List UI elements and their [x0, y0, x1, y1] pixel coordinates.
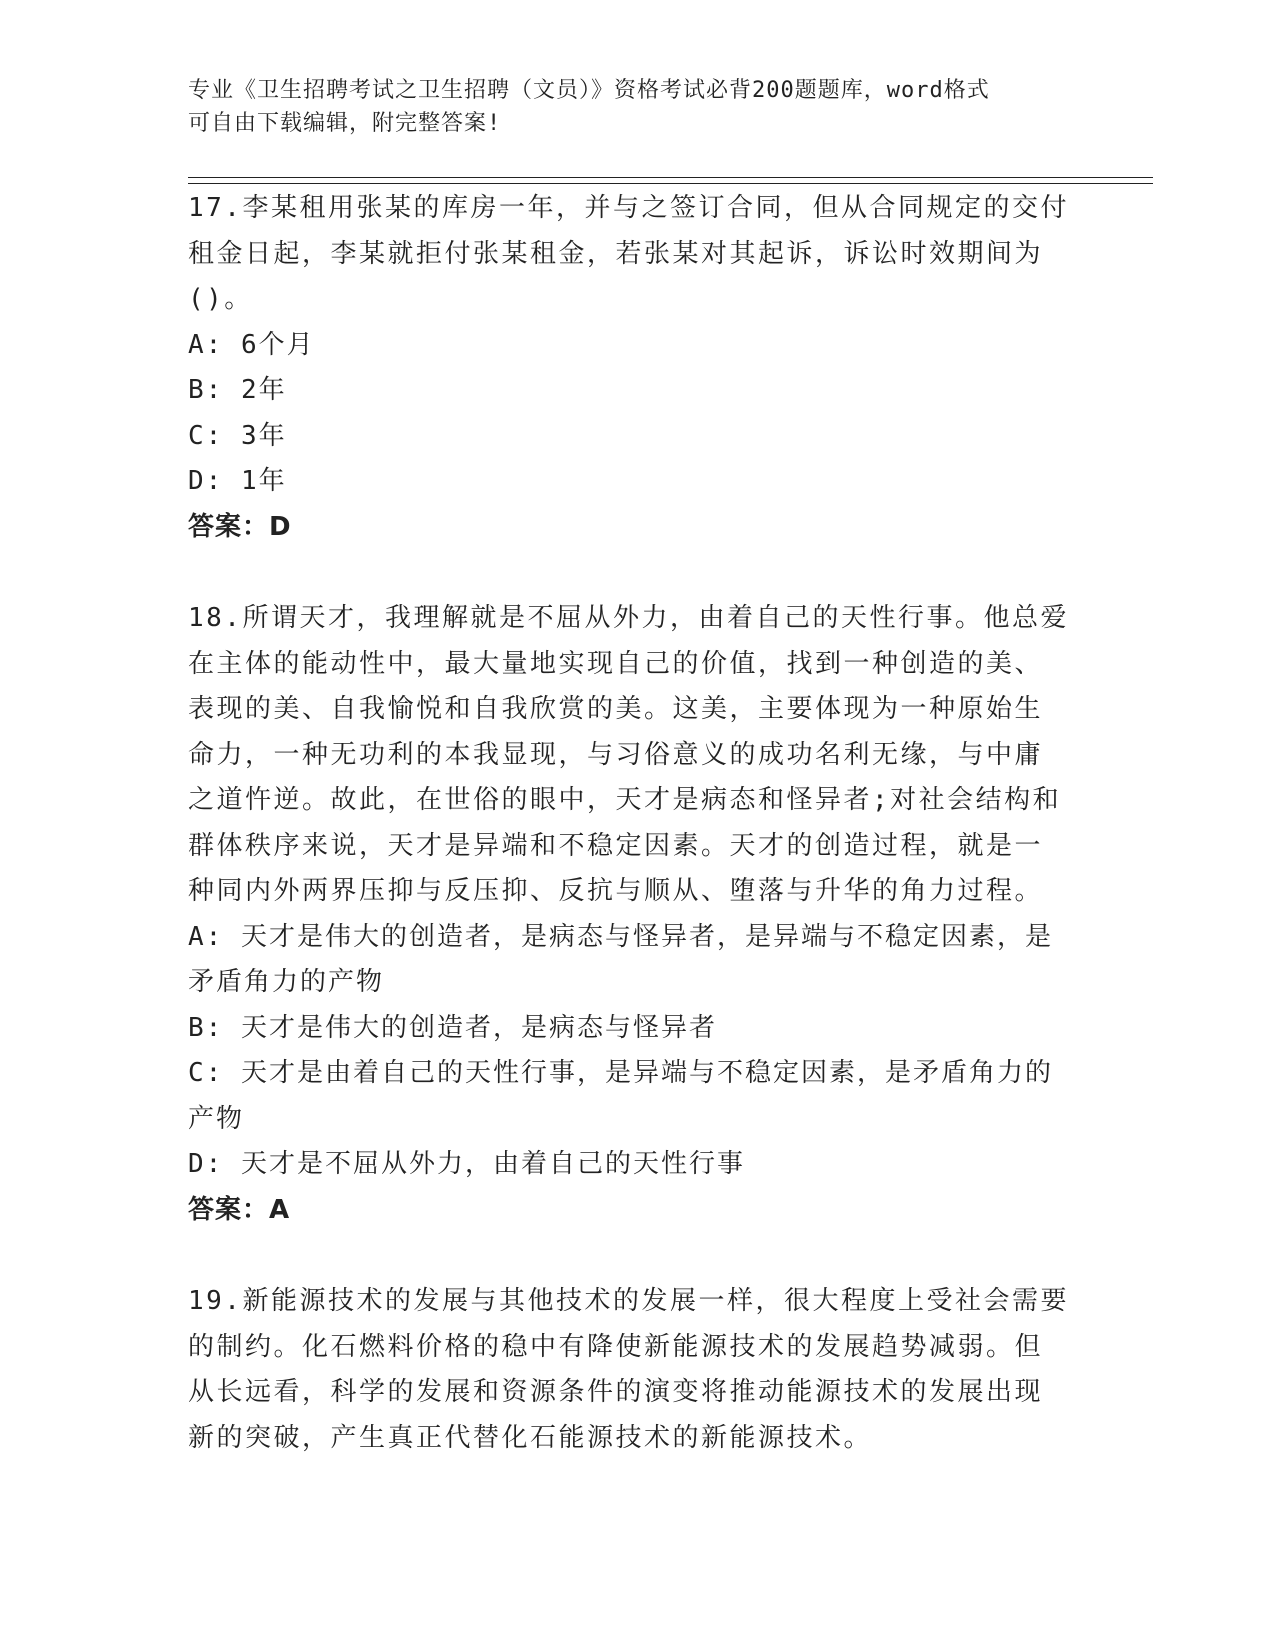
- question-stem-line: 从长远看，科学的发展和资源条件的演变将推动能源技术的发展出现: [188, 1377, 1044, 1407]
- document-header: [188, 74, 1088, 140]
- header-line-1: 专业《卫生招聘考试之卫生招聘（文员）》资格考试必背200题题库，word格式: [188, 78, 990, 103]
- option-b: B: 天才是伟大的创造者，是病态与怪异者: [188, 1012, 717, 1043]
- question-stem-line: 命力，一种无功利的本我显现，与习俗意义的成功名利无缘，与中庸: [188, 739, 1044, 770]
- question-stem-line: 租金日起，李某就拒付张某租金，若张某对其起诉，诉讼时效期间为: [188, 238, 1044, 269]
- question-stem-line: 19.新能源技术的发展与其他技术的发展一样，很大程度上受社会需要: [188, 1286, 1069, 1316]
- header-divider-bottom: [188, 183, 1153, 184]
- question-stem-line: 群体秩序来说，天才是异端和不稳定因素。天才的创造过程，就是一: [188, 830, 1044, 861]
- question-stem-line: 18.所谓天才，我理解就是不屈从外力，由着自己的天性行事。他总爱: [188, 603, 1069, 633]
- question-stem-line: 在主体的能动性中，最大量地实现自己的价值，找到一种创造的美、: [188, 648, 1044, 679]
- option-a: A: 天才是伟大的创造者，是病态与怪异者，是异端与不稳定因素，是: [188, 921, 1053, 952]
- question-19: [188, 1279, 1088, 1461]
- option-d: D: 天才是不屈从外力，由着自己的天性行事: [188, 1149, 745, 1179]
- answer-label: 答案：A: [188, 1194, 291, 1225]
- option-c: C: 3年: [188, 420, 287, 451]
- option-c-continued: 产物: [188, 1103, 245, 1134]
- header-divider-top: [188, 177, 1153, 178]
- option-c: C: 天才是由着自己的天性行事，是异端与不稳定因素，是矛盾角力的: [188, 1058, 1053, 1088]
- question-list: [188, 186, 1088, 1507]
- question-stem-line: 17.李某租用张某的库房一年，并与之签订合同，但从合同规定的交付: [188, 193, 1069, 223]
- question-stem-line: 表现的美、自我愉悦和自我欣赏的美。这美，主要体现为一种原始生: [188, 694, 1044, 724]
- answer-label: 答案：D: [188, 511, 292, 542]
- question-stem-line: 新的突破，产生真正代替化石能源技术的新能源技术。: [188, 1422, 873, 1453]
- header-line-2: 可自由下载编辑，附完整答案!: [188, 111, 502, 136]
- question-17: [188, 186, 1088, 550]
- option-d: D: 1年: [188, 466, 287, 496]
- option-b: B: 2年: [188, 375, 287, 405]
- option-a-continued: 矛盾角力的产物: [188, 967, 385, 997]
- option-a: A: 6个月: [188, 329, 315, 360]
- question-stem-line: 的制约。化石燃料价格的稳中有降使新能源技术的发展趋势减弱。但: [188, 1331, 1044, 1362]
- question-stem-line: ()。: [188, 284, 253, 314]
- question-stem-line: 之道忤逆。故此，在世俗的眼中，天才是病态和怪异者;对社会结构和: [188, 785, 1062, 815]
- question-stem-line: 种同内外两界压抑与反压抑、反抗与顺从、堕落与升华的角力过程。: [188, 876, 1044, 906]
- question-18: [188, 596, 1088, 1233]
